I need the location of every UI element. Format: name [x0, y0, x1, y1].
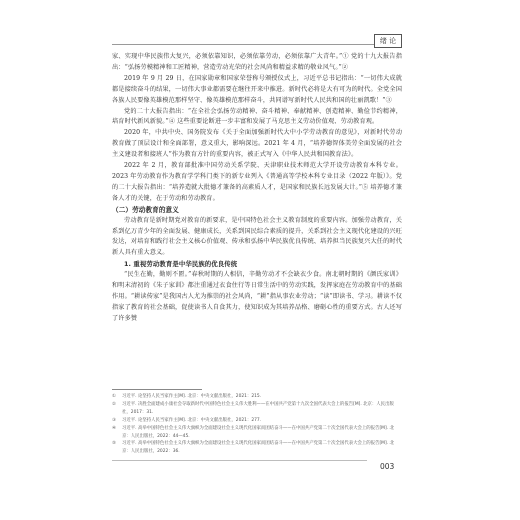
footnote-text: 习近平. 论坚持人民当家作主[M]. 北京：中央文献出版社，2021：215. — [122, 394, 262, 399]
footnote-number: ⑤ — [112, 441, 116, 447]
footnote-text: 习近平. 论坚持人民当家作主[M]. 北京：中央文献出版社，2021：277. — [122, 417, 262, 423]
footnote — [112, 425, 400, 441]
footnote-text: 习近平. 高举中国特色社会主义伟大旗帜为全面建设社会主义现代化国家而团结奋斗——在中国共产党第二十次全国代表大会上的报告[M]. 北京：人民出版社，2022：44—45. — [122, 425, 394, 439]
paragraph: 党的二十大报告指出：“在全社会弘扬劳动精神、奋斗精神、奉献精神、创造精神、勤俭节约精神，培育时代新风新貌。”④ 这些重要论断进一步丰富和发展了马克思主义劳动价值观、劳动教育观。 — [112, 107, 402, 126]
main-body-text — [112, 52, 402, 325]
running-header-section-label: 绪 论 — [374, 34, 402, 48]
subsection-heading: 1. 重视劳动教育是中华民族的优良传统 — [124, 260, 238, 269]
footnote-text: 习近平. 高举中国特色社会主义伟大旗帜为全面建设社会主义现代化国家而团结奋斗——在中国共产党第二十次全国代表大会上的报告[M]. 北京：人民出版社，2022：36. — [122, 441, 394, 455]
footer-rule — [112, 460, 367, 461]
section-heading: （二）劳动教育的意义 — [112, 205, 179, 214]
paragraph: 2020 年，中共中央、国务院发布《关于全面加强新时代大中小学劳动教育的意见》，对新时代劳动教育做了顶层设计和全面部署，意义重大，影响深远。2021 年 4 月，“培养德智体美劳全面发展的社会主义建设者和接班人”作为教育方针的重要内容，被正式写入《中华人民共和国教育法》。 — [112, 129, 402, 159]
page-number: 003 — [380, 462, 395, 471]
footnotes — [112, 393, 400, 456]
footnote — [112, 440, 400, 456]
paragraph: “民生在勤，勤则不匮。”春秋时期的人相信，辛勤劳动才不会缺衣少食。南北朝时期的《颜氏家训》和明末清初的《朱子家训》都注重通过衣食住行等日常生活中的劳动实践，发挥家庭在劳动教育中的基础作用。“耕读传家”是我国古人尤为推崇的社会风尚，“耕”指从事农业劳动；“读”即读书、学习。耕读不仅指家了教育的社会基础，促使读书人自食其力，使知识成为其培养品格、磨砺心性的重要方式。古人还写了许多赞 — [112, 271, 402, 322]
header-rule — [112, 44, 390, 45]
paragraph: 2022 年 2 月，教育部批准中国劳动关系学院、天津职业技术师范大学开设劳动教育本科专业。2023 年劳动教育作为教育学学科门类下的新专业列入《普通高等学校本科专业目录（2022 年版）》。党的二十大报告指出：“培养造就大批德才兼备的高素质人才，是国家和民族长远发展大计。”⑤ 培养德才兼备人才的关键，在于劳动和劳动教育。 — [112, 162, 402, 202]
footnote-number: ① — [112, 394, 116, 399]
paragraph: 家、实现中华民族伟大复兴，必须依靠知识，必须依靠劳动，必须依靠广大青年。”① 党的十九大报告指出：“弘扬劳模精神和工匠精神，营造劳动光荣的社会风尚和精益求精的敬业风气。”② — [112, 53, 402, 71]
footnote-number: ② — [112, 401, 116, 407]
footnote — [112, 401, 400, 417]
paragraph: 劳动教育是新时期党对教育的新要求，是中国特色社会主义教育制度的重要内容。加强劳动教育，关系到亿万青少年的全面发展、健康成长，关系到国民综合素质的提升，关系到社会主义现代化建设的兴旺发达，对培育和践行社会主义核心价值观、传承和弘扬中华民族优良传统、培养担当民族复兴大任的时代新人具有重大意义。 — [112, 216, 402, 257]
footnote-text: 习近平. 决胜全面建成小康社会夺取新时代中国特色社会主义伟大胜利——在中国共产党第十九次全国代表大会上的报告[M]. 北京：人民出版社，2017：31. — [122, 401, 394, 415]
footnote — [112, 393, 400, 401]
footnote-separator — [112, 389, 202, 390]
footnote — [112, 417, 400, 425]
paragraph: 2019 年 9 月 29 日，在国家勋章和国家荣誉称号颁授仪式上，习近平总书记指出：“一切伟大成就都是接续奋斗的结果，一切伟大事业都需要在继往开来中推进。新时代必将是大有可为的时代。全党全国各族人民要像英雄模范那样坚守、像英雄模范那样奋斗，共同谱写新时代人民共和国的壮丽凯歌！”③ — [112, 74, 402, 104]
footnote-number: ③ — [112, 417, 116, 423]
footnote-number: ④ — [112, 425, 116, 431]
